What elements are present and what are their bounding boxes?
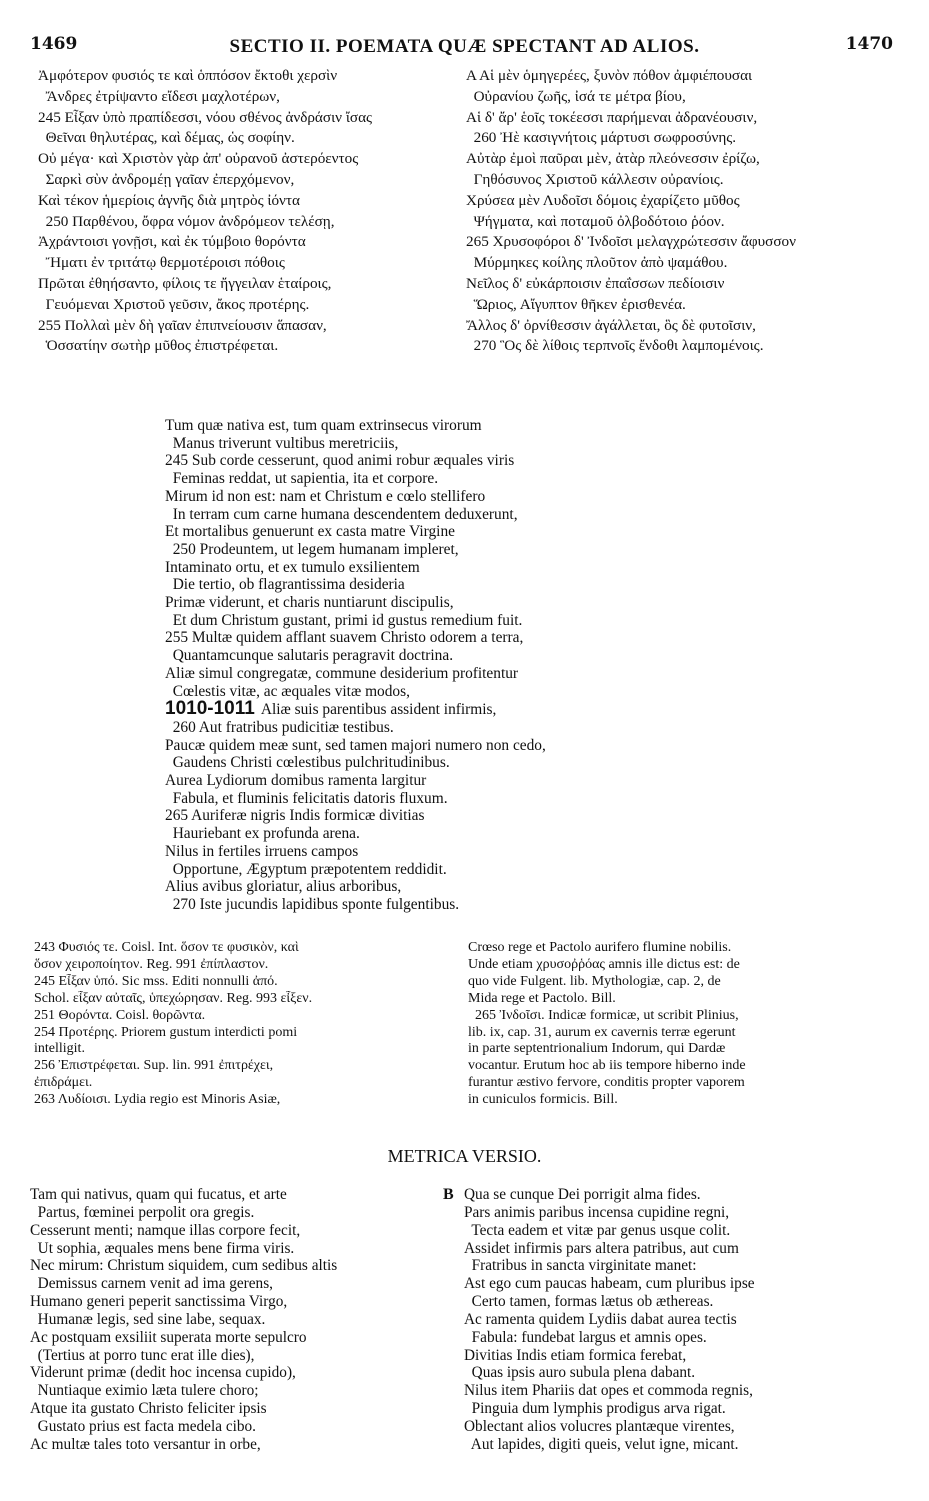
line-text: Χρύσεα μὲν Λυδοῖσι δόμοις ἐχαρίζετο μῦθος <box>466 191 740 209</box>
line-text: Ὁσσατίην σωτὴρ μῦθος ἐπιστρέφεται. <box>38 337 279 355</box>
footnote-line <box>34 1008 449 1025</box>
metric-verse-line <box>464 1257 899 1275</box>
line-text: Crœso rege et Pactolo aurifero flumine nobilis. <box>468 940 732 955</box>
line-text: Paucæ quidem meæ sunt, sed tamen majori numero non cedo, <box>165 736 546 754</box>
line-text: Tam qui nativus, quam qui fucatus, et arte <box>30 1186 287 1203</box>
metrical-version-right-column <box>464 1186 899 1454</box>
line-text: 245 Εἶξαν ὑπὸ πραπίδεσσι, νόου σθένος ἀνδράσιν ἴσας <box>38 108 373 126</box>
footnote-line <box>34 1092 449 1109</box>
footnotes-right-column <box>468 940 898 1109</box>
greek-verse-line <box>38 336 468 357</box>
line-text: 260 Ἠὲ κασιγνήτοις μάρτυσι σωφροσύνης. <box>466 129 737 147</box>
metric-verse-line <box>464 1240 899 1258</box>
footnote-line <box>34 1058 449 1075</box>
greek-verse-line <box>38 108 468 129</box>
footnote-line <box>34 940 449 957</box>
line-text: Aliæ suis parentibus assident infirmis, <box>260 701 497 719</box>
metrical-version-left-column <box>30 1186 450 1454</box>
greek-verse-line <box>466 253 906 274</box>
footnote-line <box>468 1041 898 1058</box>
latin-verse-line <box>165 647 705 665</box>
greek-verse-line <box>466 170 906 191</box>
line-text: Die tertio, ob flagrantissima desideria <box>165 576 405 594</box>
line-text: Καὶ τέκον ἡμερίοις ἁγνῆς διὰ μητρὸς ἰόντα <box>38 191 300 209</box>
footnote-line <box>34 1025 449 1042</box>
line-text: Νεῖλος δ' εὐκάρποισιν ἐπαΐσσων πεδίοισιν <box>466 274 725 292</box>
line-text: Nuntiaque eximio læta tulere choro; <box>30 1382 259 1400</box>
line-text: 260 Aut fratribus pudicitiæ testibus. <box>165 718 394 736</box>
greek-verse-line <box>38 87 468 108</box>
metric-verse-line <box>464 1293 899 1311</box>
metric-verse-line <box>464 1186 899 1204</box>
line-text: Οὐρανίου ζωῆς, ἰσά τε μέτρα βίου, <box>466 87 686 105</box>
line-text: Gustato prius est facta medela cibo. <box>30 1417 256 1435</box>
line-text: Fabula: fundebat largus et amnis opes. <box>464 1328 707 1346</box>
line-text: 250 Prodeuntem, ut legem humanam impleret, <box>165 540 459 558</box>
greek-verse-line <box>466 295 906 316</box>
latin-verse-line <box>165 523 705 541</box>
metric-verse-line <box>464 1275 899 1293</box>
line-text: Ac multæ tales toto versantur in orbe, <box>30 1435 261 1453</box>
line-text: In terram cum carne humana descendentem deduxerunt, <box>165 505 518 523</box>
line-text: Ut sophia, æquales mens bene firma viris. <box>30 1239 295 1257</box>
page-number-right: 1470 <box>845 34 893 54</box>
latin-verse-line <box>165 559 705 577</box>
greek-verse-line <box>38 212 468 233</box>
metric-verse-line <box>464 1436 899 1454</box>
line-text: Fabula, et fluminis felicitatis datoris fluxum. <box>165 789 448 807</box>
footnote-line <box>468 1008 898 1025</box>
metric-verse-line <box>30 1436 450 1454</box>
line-text: Assidet infirmis pars altera patribus, aut cum <box>464 1239 739 1257</box>
line-text: 265 Χρυσοφόροι δ' Ἰνδοῖσι μελαγχρώτεσσιν ἄφυσσον <box>466 233 796 251</box>
latin-verse-line <box>165 843 705 861</box>
line-text: Quas ipsis auro subula plena dabant. <box>464 1364 696 1382</box>
footnote-line <box>34 974 449 991</box>
footnote-line <box>34 1075 449 1092</box>
page-header <box>0 34 929 60</box>
running-title: SECTIO II. POEMATA QUÆ SPECTANT AD ALIOS. <box>229 36 700 57</box>
line-text: 263 Λυδίοισι. Lydia regio est Minoris Asiæ, <box>34 1092 281 1108</box>
line-text: Opportune, Ægyptum præpotentem reddidit. <box>165 860 447 878</box>
line-text: 245 Εἶξαν ὑπό. Sic mss. Editi nonnulli ἀπό. <box>34 973 278 989</box>
greek-verse-line <box>38 191 468 212</box>
footnote-line <box>468 974 898 991</box>
metric-verse-line <box>464 1364 899 1382</box>
greek-verse-line <box>38 170 468 191</box>
latin-verse-line <box>165 896 705 914</box>
greek-verse-line <box>38 274 468 295</box>
line-text: Aut lapides, digiti queis, velut igne, micant. <box>464 1435 739 1453</box>
line-text: Oblectant alios volucres plantæque virentes, <box>464 1417 735 1435</box>
line-text: Et dum Christum gustant, primi id gustus remedium fuit. <box>165 611 523 629</box>
line-text: Αἱ δ' ἄρ' ἑοῖς τοκέεσσι παρήμεναι ἀδρανέουσιν, <box>466 108 758 126</box>
line-text: Humano generi peperit sanctissima Virgo, <box>30 1293 288 1311</box>
footnote-line <box>468 940 898 957</box>
metric-verse-line <box>464 1222 899 1240</box>
line-text: furantur æstivo fervore, conditis propter vaporem <box>468 1075 745 1091</box>
latin-verse-line <box>165 772 705 790</box>
line-text: Ac postquam exsiliit superata morte sepulcro <box>30 1328 307 1346</box>
latin-verse-line <box>165 878 705 896</box>
metric-verse-line <box>30 1240 450 1258</box>
footnote-line <box>468 1025 898 1042</box>
latin-verse-line <box>165 861 705 879</box>
line-text: Atque ita gustato Christo feliciter ipsis <box>30 1400 267 1418</box>
line-text: Ἀμφότερον φυσιός τε καὶ ὁππόσον ἔκτοθι χερσὶν <box>38 67 338 84</box>
line-text: 265 Auriferæ nigris Indis formicæ divitias <box>165 807 425 825</box>
latin-verse-line <box>165 541 705 559</box>
line-text: Nec mirum: Christum siquidem, cum sedibus altis <box>30 1257 338 1275</box>
line-text: Mirum id non est: nam et Christum e cœlo stellifero <box>165 487 486 505</box>
line-text: Intaminato ortu, et ex tumulo exsilientem <box>165 558 420 576</box>
line-text: Gaudens Christi cœlestibus pulchritudinibus. <box>165 754 450 772</box>
footnote-line <box>34 957 449 974</box>
line-text: Aurea Lydiorum domibus ramenta largitur <box>165 772 427 790</box>
line-text: 256 Ἐπιστρέφεται. Sup. lin. 991 ἐπιτρέχει, <box>34 1058 274 1074</box>
line-text: vocantur. Erutum hoc ab iis tempore hiberno inde <box>468 1058 746 1074</box>
line-text: Pinguia dum lymphis prodigus arva rigat. <box>464 1400 726 1418</box>
latin-verse-line <box>165 594 705 612</box>
metric-verse-line <box>30 1364 450 1382</box>
line-text: 270 Ὃς δὲ λίθοις τερπνοῖς ἔνδοθι λαμπομένοις. <box>466 337 764 355</box>
line-text: Manus triverunt vultibus meretriciis, <box>165 434 399 452</box>
greek-verse-line <box>466 128 906 149</box>
line-text: Et mortalibus genuerunt ex casta matre Virgine <box>165 523 455 541</box>
greek-verse-line <box>38 253 468 274</box>
line-text: Ἀχράντοισι γονῇσι, καὶ ἐκ τύμβοιο θορόντα <box>38 233 306 251</box>
line-text: Ἤματι ἐν τριτάτῳ θερμοτέροισι πόθοις <box>38 254 285 272</box>
line-text: quo vide Fulgent. lib. Mythologiæ, cap. 2, de <box>468 973 721 989</box>
line-text: Primæ viderunt, et charis nuntiarunt discipulis, <box>165 594 454 612</box>
latin-verse-line <box>165 700 705 719</box>
metric-verse-line <box>30 1275 450 1293</box>
footnote-line <box>34 1041 449 1058</box>
metric-verse-line <box>30 1204 450 1222</box>
metric-verse-line <box>30 1329 450 1347</box>
metric-verse-line <box>464 1311 899 1329</box>
line-text: Certo tamen, formas lætus ob æthereas. <box>464 1293 714 1311</box>
line-text: Θεῖναι θηλυτέρας, καὶ δέμας, ὡς σοφίην. <box>38 129 295 147</box>
line-text: in cuniculos formicis. Bill. <box>468 1092 618 1108</box>
metric-verse-line <box>30 1418 450 1436</box>
line-text: Ast ego cum paucas habeam, cum pluribus ipse <box>464 1275 755 1293</box>
line-text: Viderunt primæ (dedit hoc incensa cupido), <box>30 1364 296 1382</box>
latin-verse-line <box>165 665 705 683</box>
latin-verse-line <box>165 737 705 755</box>
line-text: Schol. εἶξαν αὐταῖς, ὑπεχώρησαν. Reg. 993 εἶξεν. <box>34 990 313 1006</box>
line-text: 251 Θορόντα. Coisl. θορῶντα. <box>34 1007 206 1023</box>
line-text: 265 Ἰνδοῖσι. Indicæ formicæ, ut scribit Plinius, <box>468 1007 739 1023</box>
section-title: METRICA VERSIO. <box>387 1146 542 1166</box>
greek-verse-line <box>466 232 906 253</box>
line-text: Ἄνδρες ἐτρίψαντο εἴδεσι μαχλοτέρων, <box>38 87 280 105</box>
line-text: Οὐ μέγα· καὶ Χριστὸν γὰρ ἀπ' οὐρανοῦ ἀστερόεντος <box>38 150 359 168</box>
line-text: 254 Προτέρης. Priorem gustum interdicti pomi <box>34 1024 298 1040</box>
greek-verse-line <box>38 66 468 87</box>
greek-verse-line <box>38 316 468 337</box>
line-text: Μύρμηκες κοίλης πλοῦτον ἀπὸ ψαμάθου. <box>466 254 728 272</box>
latin-verse-line <box>165 506 705 524</box>
line-text: lib. ix, cap. 31, aurum ex cavernis terræ egerunt <box>468 1024 736 1040</box>
line-text: Feminas reddat, ut sapientia, ita et corpore. <box>165 470 439 488</box>
line-text: Demissus carnem venit ad ima gerens, <box>30 1275 273 1293</box>
footnotes-left-column <box>34 940 449 1109</box>
line-text: 255 Πολλαὶ μὲν δὴ γαῖαν ἐπιπνείουσιν ἅπασαν, <box>38 316 327 334</box>
line-text: Tecta eadem et vitæ par genus usque colit. <box>464 1221 731 1239</box>
line-text: Γηθόσυνος Χριστοῦ κάλλεσιν οὐρανίοις. <box>466 170 724 188</box>
page-number-left: 1469 <box>30 34 78 54</box>
line-text: Divitias Indis etiam formica ferebat, <box>464 1346 687 1364</box>
line-text: ὅσον χειροποίητον. Reg. 991 ἐπίπλαστον. <box>34 956 269 972</box>
latin-translation <box>165 417 705 914</box>
footnote-line <box>468 991 898 1008</box>
line-text: Ὥριος, Αἴγυπτον θῆκεν ἐρισθενέα. <box>466 295 686 313</box>
metric-verse-line <box>30 1222 450 1240</box>
line-text: 255 Multæ quidem afflant suavem Christo odorem a terra, <box>165 629 524 647</box>
line-text: Pars animis paribus incensa cupidine regni, <box>464 1203 730 1221</box>
greek-verse-line <box>466 212 906 233</box>
metric-verse-line <box>464 1329 899 1347</box>
line-text: Tum quæ nativa est, tum quam extrinsecus virorum <box>165 417 482 434</box>
line-text: Fratribus in sancta virginitate manet: <box>464 1257 697 1275</box>
line-text: Πρῶται ἐθηήσαντο, φίλοις τε ἤγγειλαν ἑταίροις, <box>38 274 332 292</box>
greek-verse-line <box>38 128 468 149</box>
greek-text-left-column <box>38 66 468 357</box>
greek-verse-line <box>466 316 906 337</box>
footnote-line <box>468 957 898 974</box>
line-text: intelligit. <box>34 1041 85 1057</box>
metric-verse-line <box>30 1400 450 1418</box>
line-text: Hauriebant ex profunda arena. <box>165 825 360 843</box>
line-text: Aliæ simul congregatæ, commune desiderium profitentur <box>165 664 519 682</box>
line-text: Quantamcunque salutaris peragravit doctrina. <box>165 647 454 665</box>
latin-verse-line <box>165 790 705 808</box>
metric-verse-line <box>30 1311 450 1329</box>
line-text: 250 Παρθένου, ὄφρα νόμον ἀνδρόμεον τελέσῃ, <box>38 212 335 230</box>
column-marker-b: B <box>443 1186 454 1203</box>
line-text: ἐπιδράμει. <box>34 1075 93 1091</box>
line-text: 243 Φυσιός τε. Coisl. Int. ὅσον τε φυσικὸν, καὶ <box>34 940 299 955</box>
latin-verse-line <box>165 629 705 647</box>
latin-verse-line <box>165 754 705 772</box>
line-text: Partus, fœminei perpolit ora gregis. <box>30 1203 255 1221</box>
latin-verse-line <box>165 612 705 630</box>
metric-verse-line <box>30 1257 450 1275</box>
latin-verse-line <box>165 807 705 825</box>
line-text: Nilus item Phariis dat opes et commoda regnis, <box>464 1382 753 1400</box>
greek-verse-line <box>466 191 906 212</box>
latin-verse-line <box>165 719 705 737</box>
line-text: Unde etiam χρυσοῤῥόας amnis ille dictus est: de <box>468 956 740 972</box>
greek-verse-line <box>466 87 906 108</box>
footnote-line <box>468 1092 898 1109</box>
greek-verse-line <box>38 149 468 170</box>
line-text: Α Αἱ μὲν ὁμηγερέες, ξυνὸν πόθον ἀμφιέπουσαι <box>466 67 753 84</box>
line-text: 245 Sub corde cesserunt, quod animi robur æquales viris <box>165 452 515 470</box>
line-text: Nilus in fertiles irruens campos <box>165 842 359 860</box>
metric-verse-line <box>464 1347 899 1365</box>
latin-verse-line <box>165 576 705 594</box>
line-text: Ac ramenta quidem Lydiis dabat aurea tectis <box>464 1310 737 1328</box>
line-text: Ψήγματα, καὶ ποταμοῦ ὀλβοδότοιο ῥόον. <box>466 212 725 230</box>
line-text: 270 Iste jucundis lapidibus sponte fulgentibus. <box>165 895 460 913</box>
greek-text-right-column <box>466 66 906 357</box>
greek-verse-line <box>466 66 906 87</box>
latin-verse-line <box>165 683 705 701</box>
metric-verse-line <box>30 1382 450 1400</box>
line-text: Cesserunt menti; namque illas corpore fecit, <box>30 1221 301 1239</box>
greek-verse-line <box>38 295 468 316</box>
greek-verse-line <box>466 336 906 357</box>
line-text: (Tertius at porro tunc erat ille dies), <box>30 1346 255 1364</box>
latin-verse-line <box>165 470 705 488</box>
line-text: Γευόμεναι Χριστοῦ γεῦσιν, ἄκος προτέρης. <box>38 295 310 313</box>
line-text: Humanæ legis, sed sine labe, sequax. <box>30 1310 266 1328</box>
metric-verse-line <box>30 1347 450 1365</box>
line-text: Qua se cunque Dei porrigit alma fides. <box>464 1186 701 1203</box>
metric-verse-line <box>464 1204 899 1222</box>
greek-verse-line <box>38 232 468 253</box>
greek-verse-line <box>466 149 906 170</box>
metric-verse-line <box>464 1382 899 1400</box>
line-text: in parte septentrionalium Indorum, qui Dardæ <box>468 1041 726 1057</box>
footnote-line <box>468 1075 898 1092</box>
latin-verse-line <box>165 825 705 843</box>
metric-verse-line <box>30 1186 450 1204</box>
column-marker: 1010-1011 <box>165 700 255 719</box>
line-text: Mida rege et Pactolo. Bill. <box>468 990 616 1006</box>
metric-verse-line <box>464 1400 899 1418</box>
line-text: Αὐτὰρ ἐμοὶ παῦραι μὲν, ἀτὰρ πλεόνεσσιν ἐρίζω, <box>466 150 760 168</box>
metric-verse-line <box>30 1293 450 1311</box>
latin-verse-line <box>165 488 705 506</box>
footnote-line <box>468 1058 898 1075</box>
line-text: Cœlestis vitæ, ac æquales vitæ modos, <box>165 682 410 700</box>
latin-verse-line <box>165 452 705 470</box>
latin-verse-line <box>165 435 705 453</box>
metric-verse-line <box>464 1418 899 1436</box>
greek-verse-line <box>466 274 906 295</box>
line-text: Σαρκὶ σὺν ἀνδρομέῃ γαῖαν ἐπερχόμενον, <box>38 170 295 188</box>
latin-verse-line <box>165 417 705 435</box>
line-text: Ἄλλος δ' ὀρνίθεσσιν ἀγάλλεται, ὃς δὲ φυτοῖσιν, <box>466 316 756 334</box>
footnote-line <box>34 991 449 1008</box>
greek-verse-line <box>466 108 906 129</box>
line-text: Alius avibus gloriatur, alius arboribus, <box>165 878 402 896</box>
